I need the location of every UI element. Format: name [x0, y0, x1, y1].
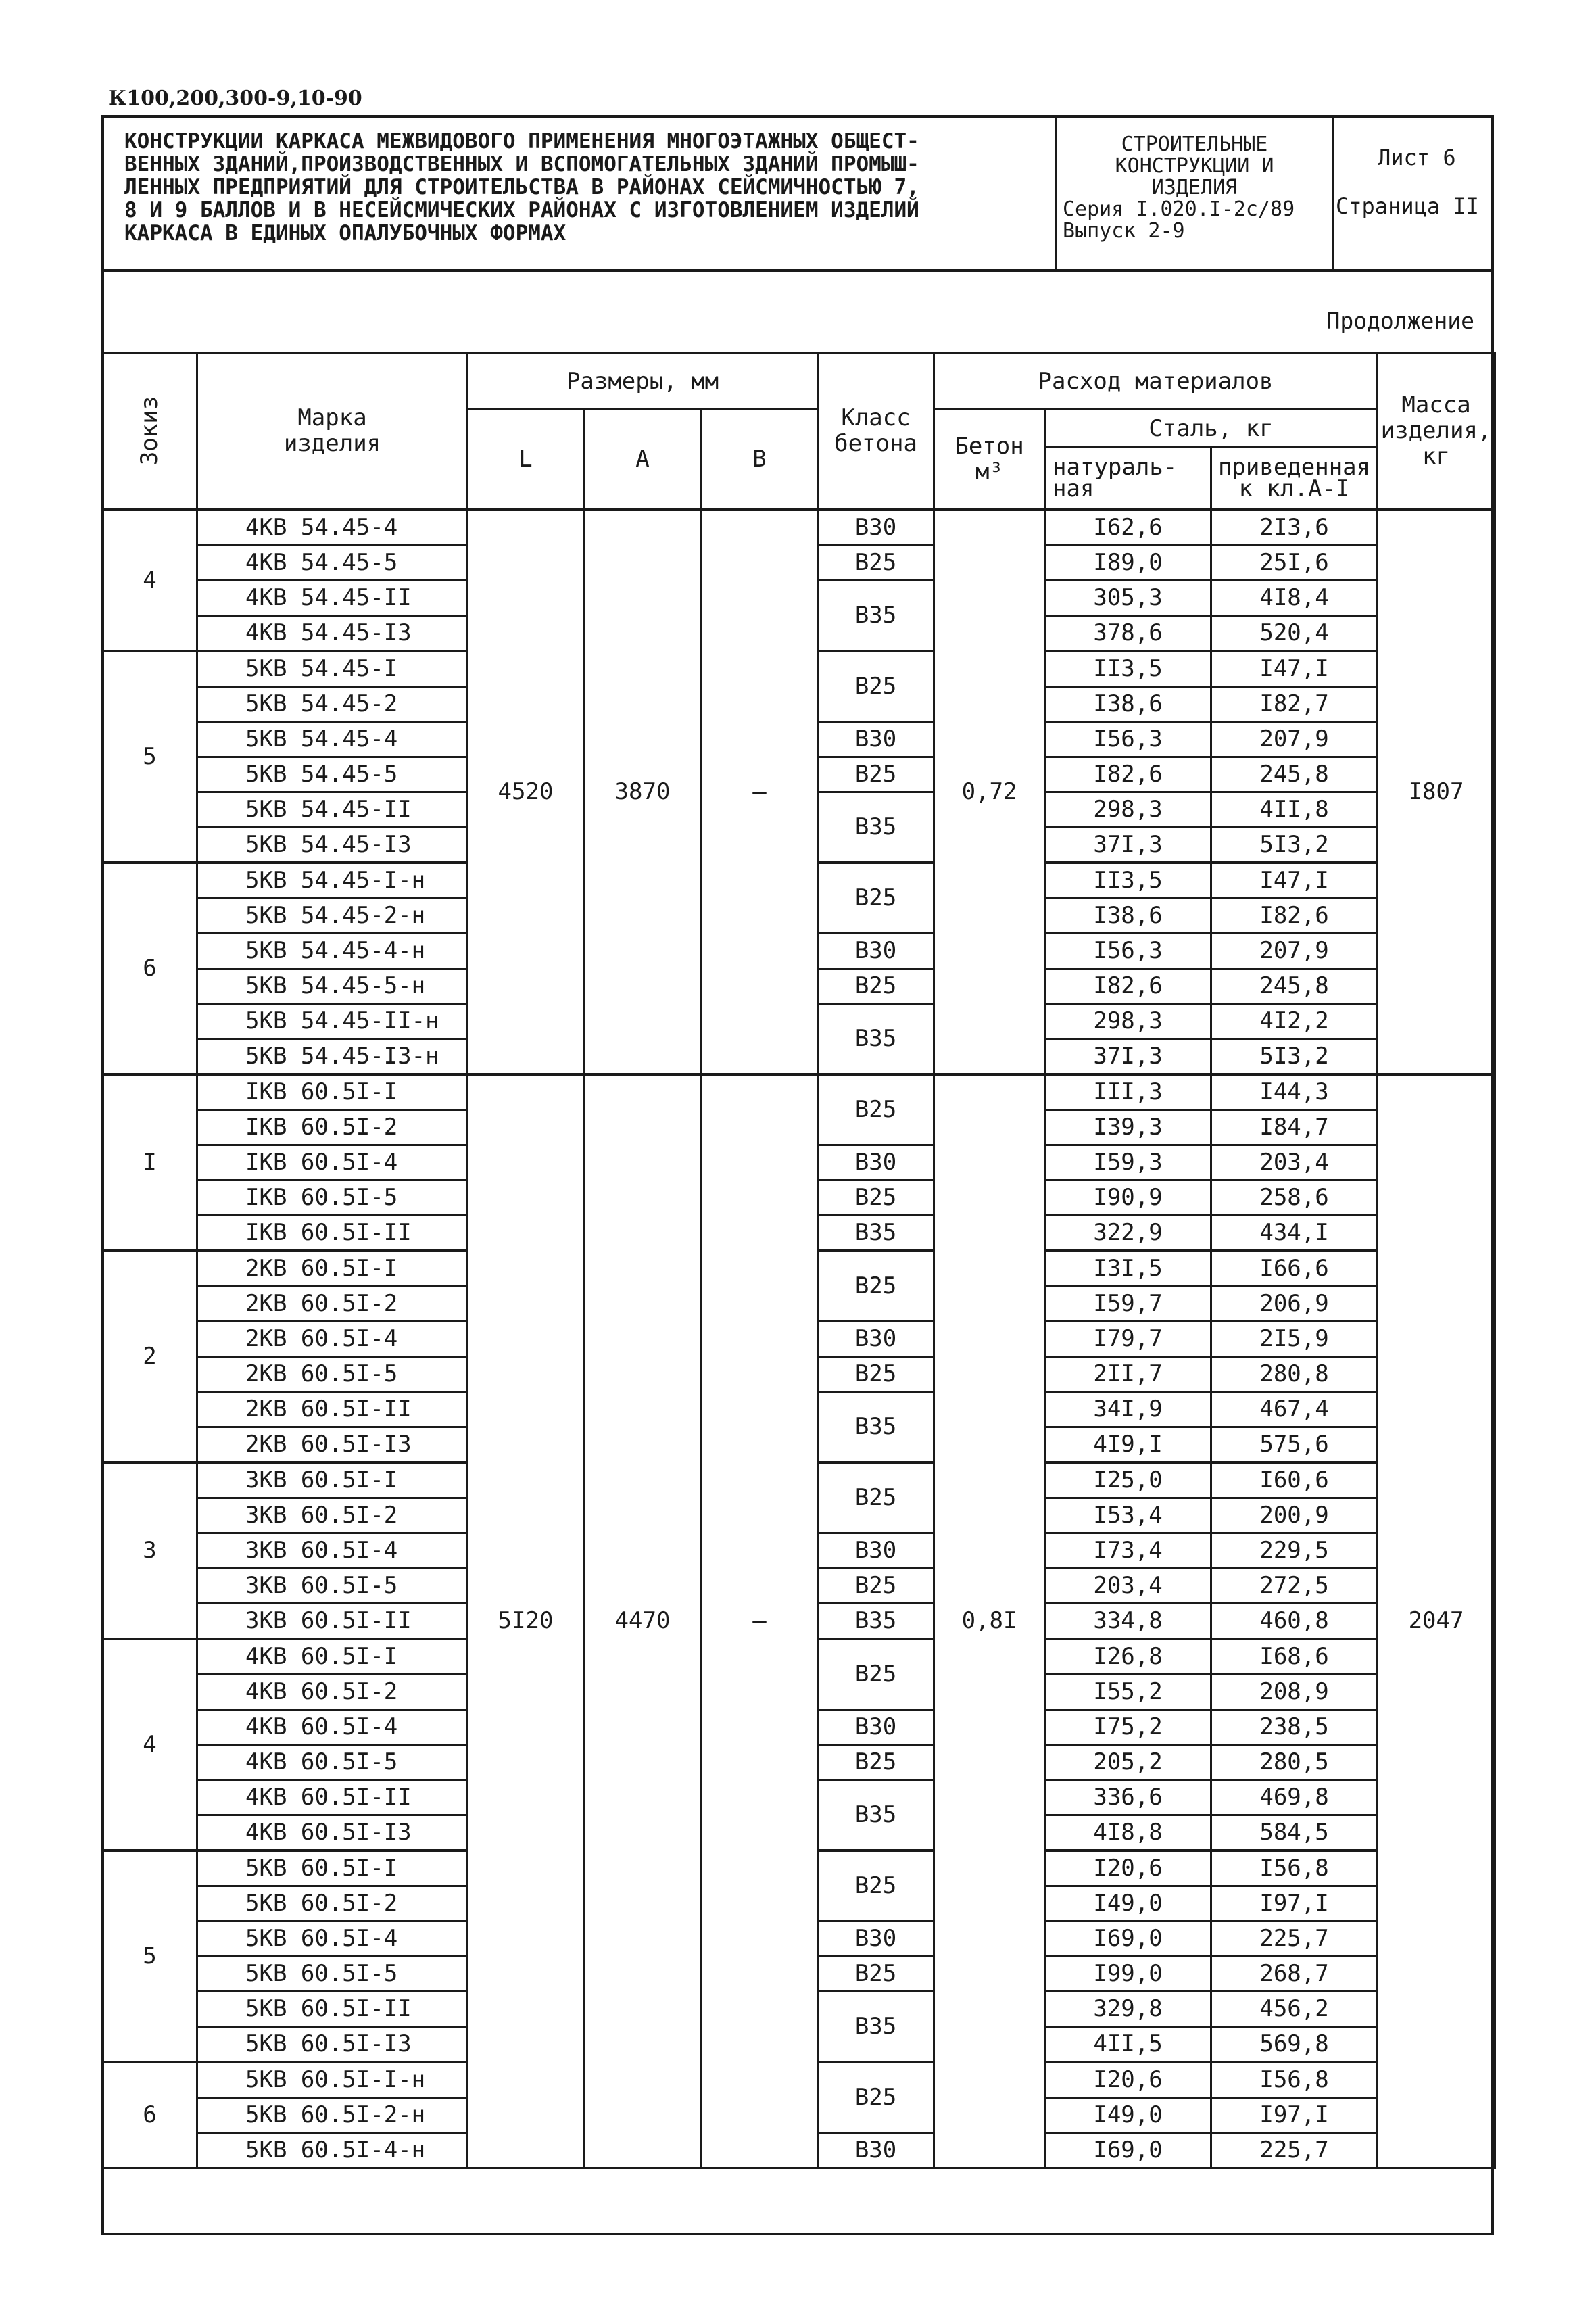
- natural-header: натураль- ная: [1045, 448, 1211, 510]
- mark-header: Марка изделия: [197, 353, 468, 510]
- mark-cell: 4КВ 54.45-5: [197, 545, 468, 580]
- steel-reduced-cell: 268,7: [1211, 1956, 1378, 1991]
- concrete-class-cell: В25: [818, 2062, 934, 2133]
- continuation-label: Продолжение: [1326, 308, 1474, 334]
- steel-reduced-cell: 238,5: [1211, 1709, 1378, 1744]
- mark-cell: 3КВ 60.5I-I: [197, 1462, 468, 1498]
- steel-reduced-cell: 245,8: [1211, 968, 1378, 1003]
- steel-natural-cell: I82,6: [1045, 968, 1211, 1003]
- mark-cell: 5КВ 54.45-2: [197, 686, 468, 721]
- concrete-class-cell: В35: [818, 1391, 934, 1462]
- class-header: Класс бетона: [818, 353, 934, 510]
- zone-cell: 2: [103, 1251, 197, 1462]
- concrete-class-cell: В25: [818, 1074, 934, 1145]
- mark-cell: 5КВ 60.5I-5: [197, 1956, 468, 1991]
- concrete-class-cell: В25: [818, 1568, 934, 1603]
- steel-reduced-cell: 5I3,2: [1211, 827, 1378, 863]
- steel-natural-cell: I56,3: [1045, 721, 1211, 757]
- steel-reduced-cell: I56,8: [1211, 1851, 1378, 1886]
- steel-natural-cell: I59,7: [1045, 1286, 1211, 1321]
- concrete-volume-cell: 0,8I: [934, 1074, 1045, 2168]
- category-line: ИЗДЕЛИЯ: [1151, 176, 1238, 199]
- steel-natural-cell: I82,6: [1045, 757, 1211, 792]
- mark-cell: 5КВ 60.5I-I3: [197, 2026, 468, 2062]
- steel-natural-cell: 37I,3: [1045, 1039, 1211, 1074]
- title-line: ВЕННЫХ ЗДАНИЙ,ПРОИЗВОДСТВЕННЫХ И ВСПОМОГАТЕЛЬНЫХ ЗДАНИЙ ПРОМЫШ-: [124, 152, 919, 176]
- mark-cell: 2КВ 60.5I-4: [197, 1321, 468, 1356]
- steel-header: Сталь, кг: [1045, 410, 1378, 448]
- mark-cell: 5КВ 54.45-I3-н: [197, 1039, 468, 1074]
- steel-reduced-cell: 280,5: [1211, 1744, 1378, 1780]
- steel-reduced-cell: I68,6: [1211, 1639, 1378, 1675]
- concrete-class-cell: В35: [818, 1603, 934, 1639]
- steel-natural-cell: I62,6: [1045, 510, 1211, 546]
- size-L-cell: 5I20: [468, 1074, 584, 2168]
- materials-header: Расход материалов: [934, 353, 1378, 410]
- mark-cell: 3КВ 60.5I-II: [197, 1603, 468, 1639]
- steel-reduced-cell: 2I3,6: [1211, 510, 1378, 546]
- concrete-class-cell: В25: [818, 1180, 934, 1215]
- zone-cell: 4: [103, 1639, 197, 1851]
- mark-cell: 4КВ 60.5I-4: [197, 1709, 468, 1744]
- mark-cell: 4КВ 60.5I-I: [197, 1639, 468, 1675]
- A-header: A: [584, 410, 702, 510]
- mass-cell: 2047: [1378, 1074, 1495, 2168]
- zone-cell: 6: [103, 863, 197, 1074]
- concrete-class-cell: В25: [818, 651, 934, 722]
- reduced-header: приведенная к кл.А-I: [1211, 448, 1378, 510]
- concrete-class-cell: В25: [818, 1251, 934, 1322]
- sizes-header: Размеры, мм: [468, 353, 818, 410]
- mark-cell: 4КВ 60.5I-2: [197, 1674, 468, 1709]
- steel-natural-cell: 37I,3: [1045, 827, 1211, 863]
- steel-reduced-cell: 569,8: [1211, 2026, 1378, 2062]
- mark-cell: 5КВ 60.5I-2-н: [197, 2097, 468, 2132]
- steel-reduced-cell: 280,8: [1211, 1356, 1378, 1391]
- series-block: [1057, 118, 1334, 269]
- steel-natural-cell: II3,5: [1045, 863, 1211, 899]
- mark-cell: 5КВ 54.45-II: [197, 792, 468, 827]
- steel-reduced-cell: 258,6: [1211, 1180, 1378, 1215]
- series-number: Серия I.020.I-2с/89: [1063, 197, 1295, 221]
- steel-natural-cell: I69,0: [1045, 2132, 1211, 2168]
- steel-natural-cell: 329,8: [1045, 1991, 1211, 2026]
- concrete-class-cell: В35: [818, 792, 934, 863]
- steel-reduced-cell: I84,7: [1211, 1109, 1378, 1145]
- size-A-cell: 3870: [584, 510, 702, 1074]
- mark-cell: 2КВ 60.5I-II: [197, 1391, 468, 1427]
- mark-cell: IКВ 60.5I-5: [197, 1180, 468, 1215]
- mark-cell: 5КВ 54.45-4-н: [197, 933, 468, 968]
- steel-reduced-cell: 25I,6: [1211, 545, 1378, 580]
- mark-cell: IКВ 60.5I-4: [197, 1145, 468, 1180]
- steel-natural-cell: I53,4: [1045, 1498, 1211, 1533]
- steel-natural-cell: I90,9: [1045, 1180, 1211, 1215]
- mark-cell: 5КВ 54.45-I-н: [197, 863, 468, 899]
- steel-natural-cell: I26,8: [1045, 1639, 1211, 1675]
- steel-reduced-cell: 4I2,2: [1211, 1003, 1378, 1039]
- steel-natural-cell: 205,2: [1045, 1744, 1211, 1780]
- steel-reduced-cell: 456,2: [1211, 1991, 1378, 2026]
- mark-cell: 5КВ 60.5I-2: [197, 1886, 468, 1921]
- steel-reduced-cell: 4II,8: [1211, 792, 1378, 827]
- concrete-class-cell: В35: [818, 580, 934, 651]
- concrete-class-cell: В30: [818, 721, 934, 757]
- zone-cell: 6: [103, 2062, 197, 2168]
- steel-natural-cell: 334,8: [1045, 1603, 1211, 1639]
- steel-reduced-cell: 206,9: [1211, 1286, 1378, 1321]
- concrete-class-cell: В30: [818, 1533, 934, 1568]
- steel-reduced-cell: 229,5: [1211, 1533, 1378, 1568]
- steel-reduced-cell: I60,6: [1211, 1462, 1378, 1498]
- mark-cell: 4КВ 60.5I-I3: [197, 1815, 468, 1851]
- steel-reduced-cell: 208,9: [1211, 1674, 1378, 1709]
- concrete-class-cell: В30: [818, 1709, 934, 1744]
- concrete-class-cell: В30: [818, 933, 934, 968]
- title-line: 8 И 9 БАЛЛОВ И В НЕСЕЙСМИЧЕСКИХ РАЙОНАХ С ИЗГОТОВЛЕНИЕМ ИЗДЕЛИЙ: [124, 198, 919, 222]
- mark-cell: IКВ 60.5I-2: [197, 1109, 468, 1145]
- zone-cell: I: [103, 1074, 197, 1251]
- concrete-header: Бетон м³: [934, 410, 1045, 510]
- steel-natural-cell: I79,7: [1045, 1321, 1211, 1356]
- concrete-class-cell: В25: [818, 1639, 934, 1710]
- steel-natural-cell: I20,6: [1045, 1851, 1211, 1886]
- steel-reduced-cell: 469,8: [1211, 1780, 1378, 1815]
- steel-natural-cell: I99,0: [1045, 1956, 1211, 1991]
- steel-reduced-cell: 225,7: [1211, 2132, 1378, 2168]
- steel-reduced-cell: I97,I: [1211, 2097, 1378, 2132]
- table-body: [103, 510, 1495, 2168]
- mass-cell: I807: [1378, 510, 1495, 1074]
- mark-cell: 2КВ 60.5I-5: [197, 1356, 468, 1391]
- steel-natural-cell: I89,0: [1045, 545, 1211, 580]
- steel-reduced-cell: I56,8: [1211, 2062, 1378, 2098]
- mark-cell: 5КВ 54.45-I3: [197, 827, 468, 863]
- mark-cell: 5КВ 54.45-I: [197, 651, 468, 687]
- mark-cell: 5КВ 60.5I-4: [197, 1921, 468, 1956]
- steel-reduced-cell: I47,I: [1211, 651, 1378, 687]
- concrete-class-cell: В25: [818, 1462, 934, 1533]
- mark-cell: 4КВ 60.5I-II: [197, 1780, 468, 1815]
- steel-natural-cell: I3I,5: [1045, 1251, 1211, 1287]
- mark-cell: 4КВ 54.45-I3: [197, 615, 468, 651]
- steel-natural-cell: I56,3: [1045, 933, 1211, 968]
- mark-cell: 5КВ 54.45-4: [197, 721, 468, 757]
- concrete-class-cell: В25: [818, 1956, 934, 1991]
- concrete-class-cell: В30: [818, 1145, 934, 1180]
- steel-reduced-cell: I66,6: [1211, 1251, 1378, 1287]
- steel-natural-cell: I75,2: [1045, 1709, 1211, 1744]
- L-header: L: [468, 410, 584, 510]
- steel-natural-cell: III,3: [1045, 1074, 1211, 1110]
- steel-reduced-cell: 520,4: [1211, 615, 1378, 651]
- concrete-class-cell: В25: [818, 1356, 934, 1391]
- zone-cell: 5: [103, 651, 197, 863]
- concrete-class-cell: В25: [818, 757, 934, 792]
- mark-cell: IКВ 60.5I-II: [197, 1215, 468, 1251]
- mark-cell: 5КВ 54.45-II-н: [197, 1003, 468, 1039]
- mark-cell: 4КВ 54.45-II: [197, 580, 468, 615]
- mark-cell: 5КВ 54.45-5-н: [197, 968, 468, 1003]
- steel-natural-cell: 4II,5: [1045, 2026, 1211, 2062]
- steel-natural-cell: 305,3: [1045, 580, 1211, 615]
- size-B-cell: –: [702, 1074, 818, 2168]
- title-line: КОНСТРУКЦИИ КАРКАСА МЕЖВИДОВОГО ПРИМЕНЕНИЯ МНОГОЭТАЖНЫХ ОБЩЕСТ-: [124, 129, 919, 153]
- steel-reduced-cell: 2I5,9: [1211, 1321, 1378, 1356]
- materials-table: [101, 352, 1496, 2169]
- mark-cell: 5КВ 60.5I-I-н: [197, 2062, 468, 2098]
- steel-natural-cell: I59,3: [1045, 1145, 1211, 1180]
- concrete-class-cell: В30: [818, 510, 934, 546]
- steel-natural-cell: 322,9: [1045, 1215, 1211, 1251]
- steel-reduced-cell: 4I8,4: [1211, 580, 1378, 615]
- steel-reduced-cell: I44,3: [1211, 1074, 1378, 1110]
- steel-natural-cell: 2II,7: [1045, 1356, 1211, 1391]
- steel-reduced-cell: 207,9: [1211, 721, 1378, 757]
- concrete-class-cell: В35: [818, 1991, 934, 2062]
- document-title: [104, 118, 1057, 269]
- steel-reduced-cell: 575,6: [1211, 1427, 1378, 1462]
- sheet-block: [1334, 118, 1494, 269]
- steel-reduced-cell: I47,I: [1211, 863, 1378, 899]
- concrete-class-cell: В35: [818, 1003, 934, 1074]
- issue-number: Выпуск 2-9: [1063, 219, 1185, 243]
- steel-natural-cell: I49,0: [1045, 2097, 1211, 2132]
- steel-natural-cell: 336,6: [1045, 1780, 1211, 1815]
- steel-reduced-cell: 584,5: [1211, 1815, 1378, 1851]
- steel-reduced-cell: 5I3,2: [1211, 1039, 1378, 1074]
- steel-natural-cell: 298,3: [1045, 1003, 1211, 1039]
- concrete-class-cell: В30: [818, 1921, 934, 1956]
- mark-cell: 3КВ 60.5I-4: [197, 1533, 468, 1568]
- size-A-cell: 4470: [584, 1074, 702, 2168]
- steel-reduced-cell: 460,8: [1211, 1603, 1378, 1639]
- concrete-volume-cell: 0,72: [934, 510, 1045, 1074]
- title-line: КАРКАСА В ЕДИНЫХ ОПАЛУБОЧНЫХ ФОРМАХ: [124, 221, 566, 245]
- steel-reduced-cell: I97,I: [1211, 1886, 1378, 1921]
- mark-cell: 5КВ 60.5I-I: [197, 1851, 468, 1886]
- concrete-class-cell: В30: [818, 2132, 934, 2168]
- steel-natural-cell: 34I,9: [1045, 1391, 1211, 1427]
- mark-cell: 3КВ 60.5I-2: [197, 1498, 468, 1533]
- steel-natural-cell: 298,3: [1045, 792, 1211, 827]
- steel-natural-cell: I49,0: [1045, 1886, 1211, 1921]
- steel-reduced-cell: 467,4: [1211, 1391, 1378, 1427]
- concrete-class-cell: В25: [818, 863, 934, 934]
- steel-natural-cell: I39,3: [1045, 1109, 1211, 1145]
- steel-reduced-cell: 434,I: [1211, 1215, 1378, 1251]
- mark-cell: 4КВ 60.5I-5: [197, 1744, 468, 1780]
- B-header: B: [702, 410, 818, 510]
- concrete-class-cell: В35: [818, 1780, 934, 1851]
- title-block: [101, 115, 1494, 272]
- steel-reduced-cell: 207,9: [1211, 933, 1378, 968]
- steel-natural-cell: 378,6: [1045, 615, 1211, 651]
- steel-natural-cell: I55,2: [1045, 1674, 1211, 1709]
- zone-cell: 4: [103, 510, 197, 651]
- mark-cell: 5КВ 60.5I-4-н: [197, 2132, 468, 2168]
- mass-header: Масса изделия, кг: [1378, 353, 1495, 510]
- mark-cell: 3КВ 60.5I-5: [197, 1568, 468, 1603]
- steel-natural-cell: 203,4: [1045, 1568, 1211, 1603]
- zone-cell: 3: [103, 1462, 197, 1639]
- steel-reduced-cell: I82,6: [1211, 898, 1378, 933]
- mark-cell: 4КВ 54.45-4: [197, 510, 468, 546]
- steel-natural-cell: I69,0: [1045, 1921, 1211, 1956]
- size-L-cell: 4520: [468, 510, 584, 1074]
- steel-natural-cell: I73,4: [1045, 1533, 1211, 1568]
- mark-cell: IКВ 60.5I-I: [197, 1074, 468, 1110]
- concrete-class-cell: В25: [818, 1744, 934, 1780]
- concrete-class-cell: В25: [818, 1851, 934, 1922]
- mark-cell: 5КВ 54.45-2-н: [197, 898, 468, 933]
- table-row: [103, 510, 1495, 546]
- steel-natural-cell: I25,0: [1045, 1462, 1211, 1498]
- category-line: СТРОИТЕЛЬНЫЕ: [1121, 133, 1268, 156]
- steel-natural-cell: I38,6: [1045, 898, 1211, 933]
- steel-natural-cell: 4I9,I: [1045, 1427, 1211, 1462]
- mark-cell: 2КВ 60.5I-I3: [197, 1427, 468, 1462]
- concrete-class-cell: В35: [818, 1215, 934, 1251]
- category-line: КОНСТРУКЦИИ И: [1115, 154, 1274, 178]
- steel-reduced-cell: I82,7: [1211, 686, 1378, 721]
- steel-reduced-cell: 225,7: [1211, 1921, 1378, 1956]
- steel-natural-cell: 4I8,8: [1045, 1815, 1211, 1851]
- zone-header: Зокиз: [103, 353, 197, 510]
- steel-natural-cell: I38,6: [1045, 686, 1211, 721]
- size-B-cell: –: [702, 510, 818, 1074]
- concrete-class-cell: В25: [818, 545, 934, 580]
- mark-cell: 5КВ 60.5I-II: [197, 1991, 468, 2026]
- table-row: [103, 1074, 1495, 1110]
- title-line: ЛЕННЫХ ПРЕДПРИЯТИЙ ДЛЯ СТРОИТЕЛЬСТВА В РАЙОНАХ СЕЙСМИЧНОСТЬЮ 7,: [124, 175, 919, 199]
- steel-reduced-cell: 203,4: [1211, 1145, 1378, 1180]
- mark-cell: 2КВ 60.5I-I: [197, 1251, 468, 1287]
- mark-cell: 2КВ 60.5I-2: [197, 1286, 468, 1321]
- mark-cell: 5КВ 54.45-5: [197, 757, 468, 792]
- sheet-number: Лист 6: [1378, 145, 1456, 170]
- concrete-class-cell: В25: [818, 968, 934, 1003]
- concrete-class-cell: В30: [818, 1321, 934, 1356]
- steel-natural-cell: II3,5: [1045, 651, 1211, 687]
- steel-natural-cell: I20,6: [1045, 2062, 1211, 2098]
- steel-reduced-cell: 245,8: [1211, 757, 1378, 792]
- document-code: К100,200,300-9,10-90: [108, 87, 362, 110]
- zone-cell: 5: [103, 1851, 197, 2062]
- page-number: Страница II: [1336, 193, 1479, 219]
- steel-reduced-cell: 272,5: [1211, 1568, 1378, 1603]
- steel-reduced-cell: 200,9: [1211, 1498, 1378, 1533]
